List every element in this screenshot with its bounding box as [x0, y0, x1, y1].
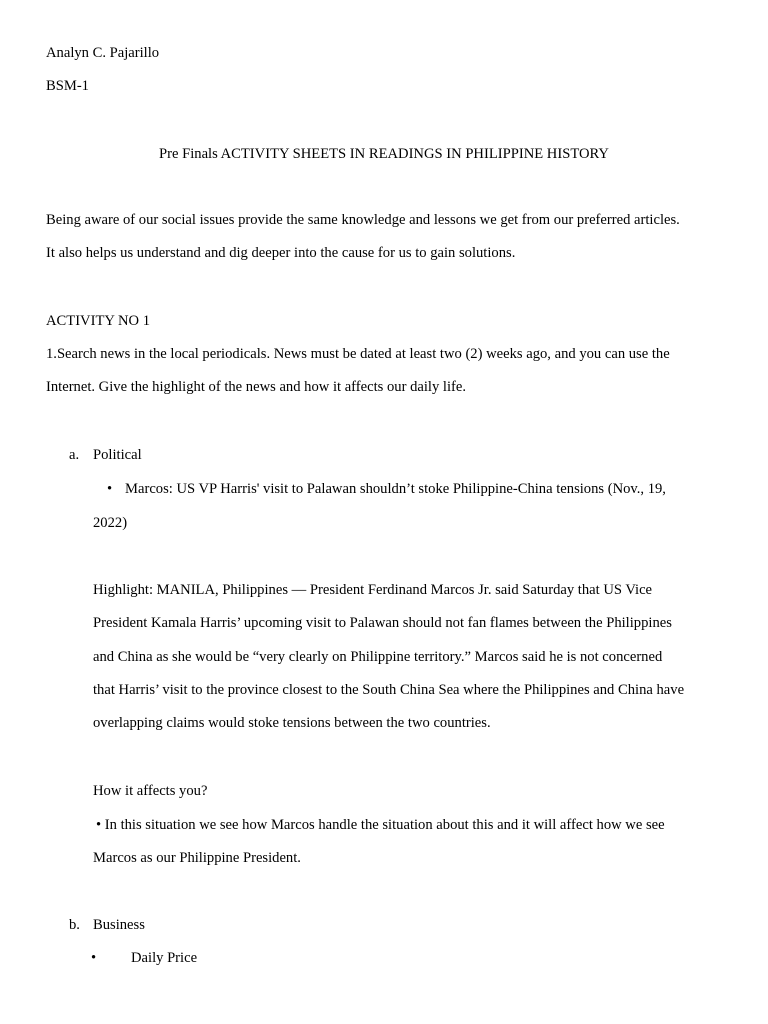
- intro-line-2: It also helps us understand and dig deeper into the cause for us to gain solutions.: [46, 245, 516, 261]
- activity-heading: ACTIVITY NO 1: [46, 313, 151, 329]
- document-title: Pre Finals ACTIVITY SHEETS IN READINGS IN PHILIPPINE HISTORY: [159, 146, 609, 162]
- list-marker-a: a.: [69, 447, 80, 463]
- political-bullet: •: [107, 481, 113, 497]
- highlight-line-4: that Harris’ visit to the province closest to the South China Sea where the Philippines and China have: [93, 682, 685, 698]
- affects-line-1: • In this situation we see how Marcos handle the situation about this and it will affect how we see: [96, 817, 665, 833]
- author-name: Analyn C. Pajarillo: [46, 45, 160, 61]
- highlight-line-2: President Kamala Harris’ upcoming visit to Palawan should not fan flames between the Philippines: [93, 615, 672, 631]
- business-item-daily-price: Daily Price: [131, 950, 198, 966]
- political-headline-line-2: 2022): [93, 515, 128, 531]
- list-marker-b: b.: [69, 917, 80, 933]
- instruction-line-1: 1.Search news in the local periodicals. News must be dated at least two (2) weeks ago, and you can use the: [46, 346, 670, 362]
- highlight-line-1: Highlight: MANILA, Philippines — President Ferdinand Marcos Jr. said Saturday that US Vice: [93, 582, 653, 598]
- affects-label: How it affects you?: [93, 783, 208, 799]
- section-label: BSM-1: [46, 78, 89, 94]
- business-label: Business: [93, 917, 145, 933]
- intro-line-1: Being aware of our social issues provide the same knowledge and lessons we get from our preferred articles.: [46, 212, 680, 228]
- political-label: Political: [93, 447, 142, 463]
- highlight-line-5: overlapping claims would stoke tensions between the two countries.: [93, 715, 491, 731]
- instruction-line-2: Internet. Give the highlight of the news and how it affects our daily life.: [46, 379, 466, 395]
- political-headline-line-1: Marcos: US VP Harris' visit to Palawan shouldn’t stoke Philippine-China tensions (Nov., 19,: [125, 481, 666, 497]
- highlight-line-3: and China as she would be “very clearly on Philippine territory.” Marcos said he is not concerned: [93, 649, 663, 665]
- business-bullet: •: [91, 950, 97, 966]
- affects-line-2: Marcos as our Philippine President.: [93, 850, 301, 866]
